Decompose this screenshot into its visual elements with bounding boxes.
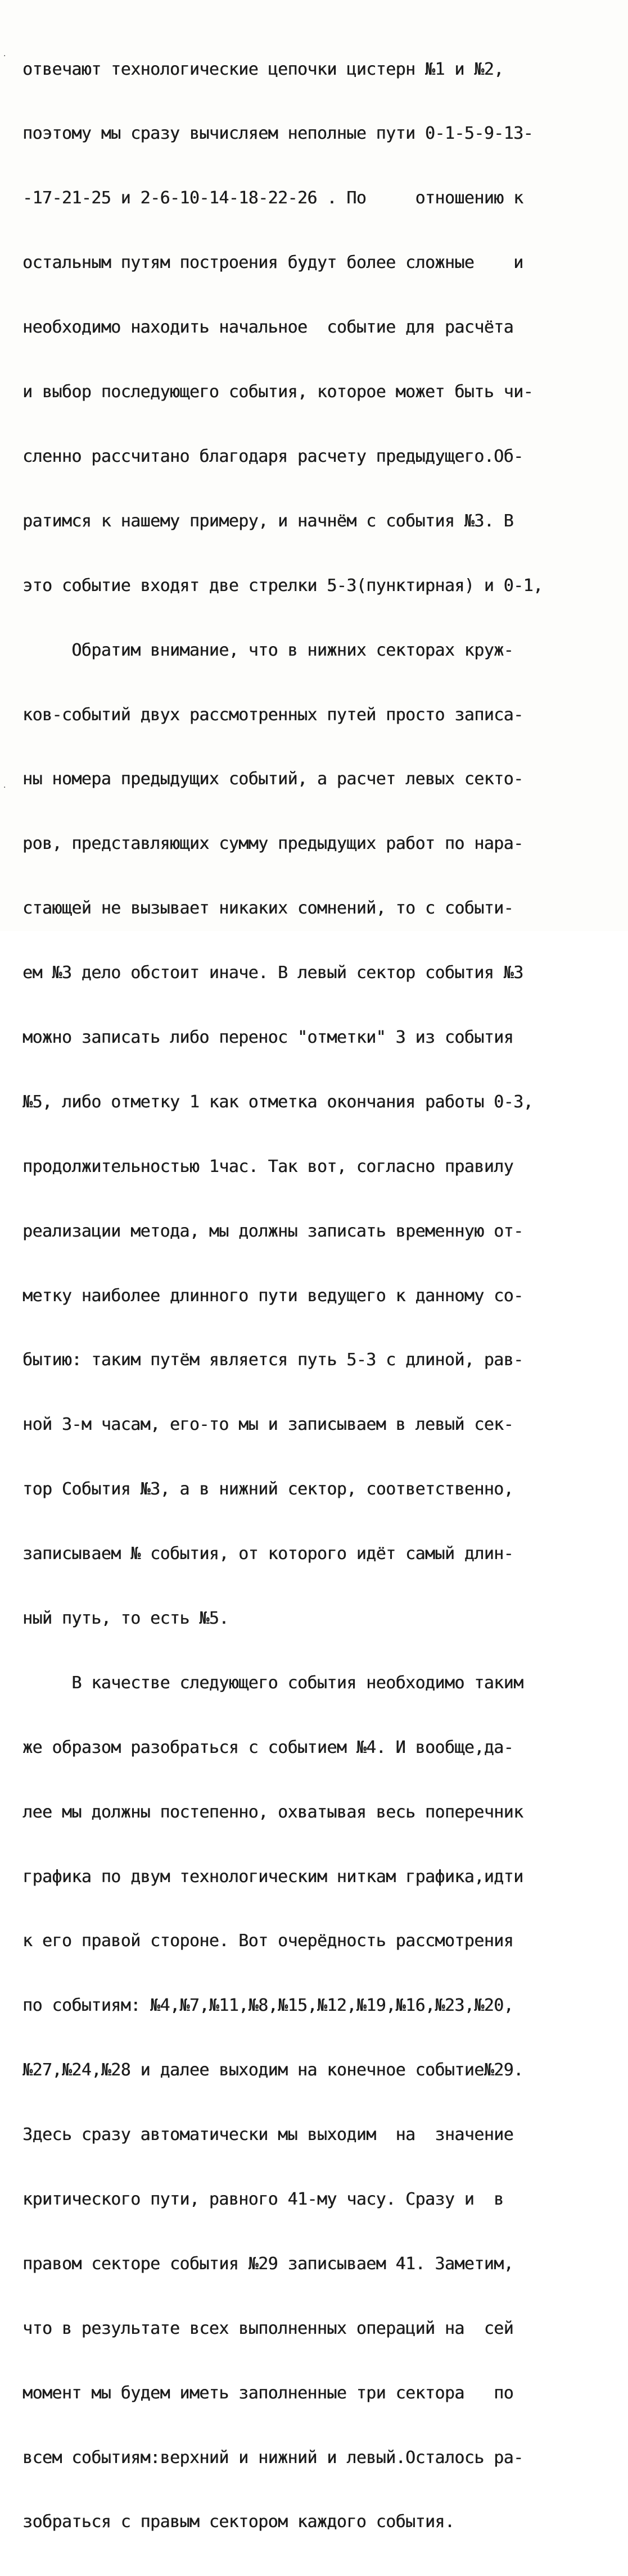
- text-line: можно записать либо перенос "отметки" 3 из события: [22, 1027, 514, 1047]
- text-line: метку наиболее длинного пути ведущего к данному со-: [22, 1285, 523, 1306]
- text-line: В качестве следующего события необходимо таким: [22, 1673, 523, 1693]
- text-line: -17-21-25 и 2-6-10-14-18-22-26 . По отношению к: [22, 188, 523, 208]
- text-line: продолжительностью 1час. Так вот, согласно правилу: [22, 1156, 514, 1176]
- text-line: правом секторе события №29 записываем 41. Заметим,: [22, 2254, 514, 2274]
- text-line: лее мы должны постепенно, охватывая весь поперечник: [22, 1802, 523, 1822]
- text-line: критического пути, равного 41-му часу. Сразу и в: [22, 2189, 504, 2209]
- text-line: отвечают технологические цепочки цистерн №1 и №2,: [22, 59, 504, 79]
- text-line: стающей не вызывает никаких сомнений, то с событи-: [22, 898, 514, 919]
- text-line: ной 3-м часам, его-то мы и записываем в левый сек-: [22, 1415, 514, 1435]
- text-line: Здесь сразу автоматически мы выходим на значение: [22, 2125, 514, 2145]
- text-line: ратимся к нашему примеру, и начнём с события №3. В: [22, 511, 514, 531]
- text-line: всем событиям:верхний и нижний и левый.Осталось ра-: [22, 2447, 523, 2468]
- text-line: ков-событий двух рассмотренных путей просто записа-: [22, 705, 523, 725]
- text-line: ров, представляющих сумму предыдущих работ по нара-: [22, 834, 523, 854]
- scan-speck: ·: [3, 52, 6, 61]
- text-line: это событие входят две стрелки 5-3(пунктирная) и 0-1,: [22, 575, 543, 596]
- text-line: зобраться с правым сектором каждого события.: [22, 2512, 455, 2532]
- text-line: поэтому мы сразу вычисляем неполные пути 0-1-5-9-13-: [22, 124, 533, 144]
- typewritten-text: [22, 16, 618, 2576]
- scan-speck: ·: [3, 783, 6, 792]
- text-line: ный путь, то есть №5.: [22, 1608, 229, 1628]
- text-line: №27,№24,№28 и далее выходим на конечное событие№29.: [22, 2060, 523, 2080]
- text-line: сленно рассчитано благодаря расчету предыдущего.Об-: [22, 446, 523, 466]
- text-line: графика по двум технологическим ниткам графика,идти: [22, 1866, 523, 1887]
- text-line: Обратим внимание, что в нижних секторах круж-: [22, 640, 514, 660]
- text-line: ны номера предыдущих событий, а расчет левых секто-: [22, 769, 523, 789]
- text-line: и выбор последующего события, которое может быть чи-: [22, 382, 533, 402]
- text-line: №5, либо отметку 1 как отметка окончания работы 0-3,: [22, 1092, 533, 1112]
- text-line: реализации метода, мы должны записать временную от-: [22, 1221, 523, 1241]
- text-line: необходимо находить начальное событие для расчёта: [22, 317, 514, 338]
- text-line: бытию: таким путём является путь 5-3 с длиной, рав-: [22, 1350, 523, 1370]
- text-line: по событиям: №4,№7,№11,№8,№15,№12,№19,№16,№23,№20,: [22, 1996, 514, 2016]
- text-line: тор События №3, а в нижний сектор, соответственно,: [22, 1479, 514, 1500]
- text-line: ем №3 дело обстоит иначе. В левый сектор события №3: [22, 963, 523, 983]
- text-line: момент мы будем иметь заполненные три сектора по: [22, 2383, 514, 2403]
- text-line: к его правой стороне. Вот очерёдность рассмотрения: [22, 1931, 514, 1951]
- text-line: же образом разобраться с событием №4. И вообще,да-: [22, 1737, 514, 1757]
- text-line: записываем № события, от которого идёт самый длин-: [22, 1544, 514, 1564]
- text-line: остальным путям построения будут более сложные и: [22, 253, 523, 273]
- text-line: что в результате всех выполненных операций на сей: [22, 2318, 514, 2338]
